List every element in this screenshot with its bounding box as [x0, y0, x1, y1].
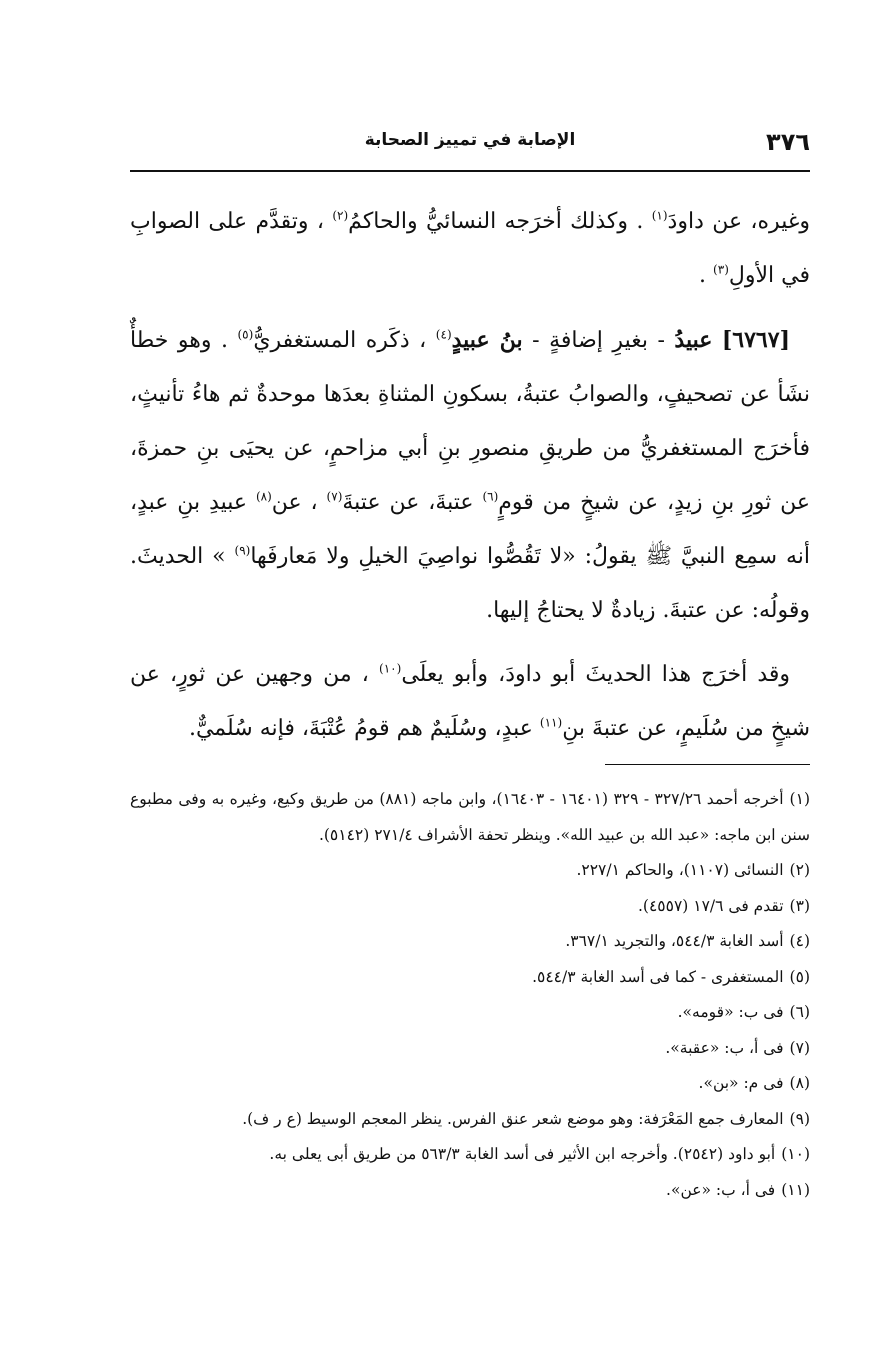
main-text — [130, 195, 810, 766]
text-span: . وكذلك أخرَجه النسائيُّ والحاكمُ — [348, 209, 644, 234]
footnote-text: فى أ، ب: «عن». — [666, 1180, 776, 1199]
footnote-6 — [130, 995, 810, 1031]
footnote-text: أبو داود (٢٥٤٢). وأخرجه ابن الأثير فى أسد الغابة ٥٦٣/٣ من طريق أبى يعلى به. — [269, 1145, 776, 1163]
footnote-number: (١١) — [781, 1180, 810, 1199]
footnote-2 — [130, 853, 810, 889]
footnote-text: المستغفرى - كما فى أسد الغابة ٥٤٤/٣. — [532, 967, 784, 986]
footnote-number: (١) — [789, 790, 810, 808]
footnote-number: (٩) — [789, 1109, 810, 1128]
paragraph-1 — [130, 195, 810, 303]
page-header — [130, 124, 810, 164]
footnote-number: (٦) — [789, 1003, 810, 1021]
text-span: عتبةَ، عن عتبةَ — [342, 490, 474, 515]
footnote-text: فى م: «بن». — [698, 1074, 784, 1092]
footnote-separator — [605, 764, 810, 765]
text-span: وغيره، عن داودَ — [667, 209, 810, 234]
text-span: وقد أخرَج هذا الحديثَ أبو داودَ، وأبو يعلَى — [401, 662, 791, 687]
entry-number: [٦٧٦٧] — [721, 327, 790, 353]
text-span: ، وتقدَّم على الصوابِ في الأولِ — [130, 209, 810, 288]
footnote-ref-2: (٢) — [332, 208, 349, 223]
text-span: عبدٍ، وسُلَيمٌ هم قومُ عُتْبَةَ، فإنه سُلَميٌّ. — [188, 716, 533, 741]
footnote-text: تقدم فى ١٧/٦ (٤٥٥٧). — [637, 896, 784, 915]
text-span: » الحديثَ. وقولُه: عن عتبةَ. زيادةٌ لا يحتاجُ إليها. — [130, 544, 810, 623]
footnote-3 — [130, 889, 810, 925]
text-span: . — [699, 263, 707, 288]
footnotes — [130, 782, 810, 1208]
footnote-ref-5: (٥) — [237, 327, 254, 342]
footnote-number: (٢) — [789, 861, 810, 879]
footnote-11 — [130, 1173, 810, 1209]
footnote-ref-1: (١) — [651, 208, 668, 223]
footnote-8 — [130, 1066, 810, 1102]
footnote-number: (١٠) — [781, 1145, 810, 1163]
footnote-number: (٨) — [789, 1074, 810, 1092]
footnote-ref-4: (٤) — [435, 327, 452, 342]
text-span: ، ذكَره المستغفريُّ — [253, 328, 427, 353]
footnote-ref-11: (١١) — [539, 715, 563, 730]
text-span: عبيدِ بنِ عبدٍ، أنه سمِع النبيَّ ﷺ يقولُ: «لا تَقُصُّوا نواصِيَ الخيلِ ولا مَعارفَها — [130, 490, 810, 569]
footnote-ref-10: (١٠) — [379, 661, 402, 676]
footnote-number: (٣) — [789, 896, 810, 915]
footnote-text: أسد الغابة ٥٤٤/٣، والتجريد ٣٦٧/١. — [565, 932, 784, 950]
footnote-text: أخرجه أحمد ٣٢٧/٢٦ - ٣٢٩ (١٦٤٠١ - ١٦٤٠٣)، وابن ماجه (٨٨١) من طريق وكيع، وغيره به وفى مطبوع سنن ابن ماجه: «عبد الله بن عبيد الله». وينظر تحفة الأشراف ٢٧١/٤ (٥١٤٢). — [130, 790, 810, 844]
entry-name: عبيدُ — [674, 327, 713, 353]
text-span: . وهو خطأٌ نشَأ عن تصحيفٍ، والصوابُ عتبةُ، بسكونِ المثناةِ بعدَها موحدةٌ ثم هاءُ تأنيثٍ، فأخرَج المستغفريُّ من طريقِ منصورِ بنِ أبي مزاحمٍ، عن يحيَى بنِ حمزةَ، عن ثورِ بنِ زيدٍ، عن شيخٍ من قومٍ — [130, 328, 810, 515]
footnote-ref-7: (٧) — [326, 489, 343, 504]
footnote-9 — [130, 1102, 810, 1138]
footnote-number: (٧) — [789, 1038, 810, 1057]
footnote-10 — [130, 1137, 810, 1173]
footnote-ref-3: (٣) — [713, 262, 729, 277]
header-rule — [130, 170, 810, 172]
text-span: - بغيرِ إضافةٍ - — [532, 328, 665, 353]
footnote-text: فى ب: «قومه». — [677, 1003, 784, 1021]
footnote-4 — [130, 924, 810, 960]
footnote-7 — [130, 1031, 810, 1067]
text-span: ، من وجهين عن ثورٍ، عن شيخٍ من سُلَيمٍ، عن عتبةَ بنِ — [130, 662, 810, 741]
paragraph-2 — [130, 313, 810, 638]
running-title: الإصابة في تمييز الصحابة — [364, 130, 576, 150]
text-span: ، عن — [271, 490, 318, 515]
page-number: ٣٧٦ — [766, 128, 810, 156]
footnote-5 — [130, 960, 810, 996]
paragraph-3 — [130, 648, 810, 756]
footnote-text: المعارف جمع المَعْرَفة: وهو موضع شعر عنق الفرس. ينظر المعجم الوسيط (ع ر ف). — [242, 1109, 784, 1128]
footnote-text: فى أ، ب: «عقبة». — [665, 1038, 784, 1057]
footnote-number: (٥) — [789, 967, 810, 986]
footnote-text: النسائى (١١٠٧)، والحاكم ٢٢٧/١. — [576, 861, 784, 879]
footnote-ref-8: (٨) — [255, 489, 272, 504]
entry-name-father: بنُ عبيدٍ — [451, 327, 523, 353]
footnote-number: (٤) — [789, 932, 810, 950]
footnote-ref-6: (٦) — [482, 489, 499, 504]
footnote-ref-9: (٩) — [234, 543, 251, 558]
footnote-1 — [130, 782, 810, 853]
